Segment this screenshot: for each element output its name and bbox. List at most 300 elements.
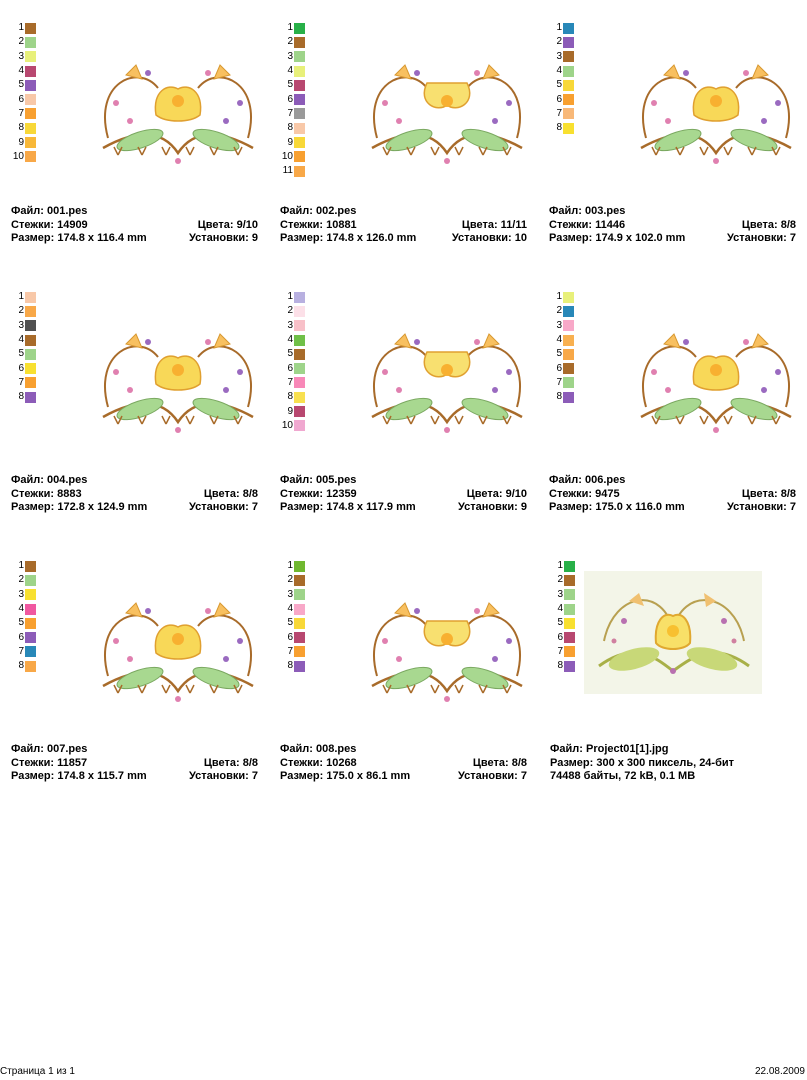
thread-number: 10: [12, 150, 24, 162]
stitches-colors-row: [280, 488, 527, 502]
thread-color-swatch: [563, 363, 574, 374]
stitch-count: Стежки: 10268: [280, 756, 357, 769]
thread-color-row: [549, 304, 574, 318]
settings-count: Установки: 7: [726, 501, 796, 513]
thread-number: 5: [18, 348, 24, 360]
design-cell: [549, 272, 797, 540]
thread-color-swatch: [563, 66, 574, 77]
thread-color-row: [280, 602, 305, 616]
thread-number: 4: [18, 334, 24, 346]
thread-color-swatch: [294, 37, 305, 48]
print-date: 22.08.2009: [754, 1066, 805, 1077]
thread-color-row: [280, 361, 305, 375]
thread-number: 6: [18, 631, 24, 643]
thread-color-swatch: [25, 320, 36, 331]
thread-color-row: [550, 645, 575, 659]
thread-color-row: [280, 107, 305, 121]
thread-color-swatch: [294, 575, 305, 586]
thread-color-swatch: [563, 80, 574, 91]
thread-number: 7: [556, 376, 562, 388]
thread-color-swatch: [294, 335, 305, 346]
thread-color-swatch: [25, 646, 36, 657]
thread-color-swatch: [294, 377, 305, 388]
file-name: Файл: 007.pes: [11, 743, 88, 755]
thread-color-swatch: [564, 575, 575, 586]
thread-color-swatch: [25, 392, 36, 403]
thread-color-row: [280, 347, 305, 361]
thread-number: 8: [18, 122, 24, 134]
thread-color-swatch: [563, 377, 574, 388]
embroidery-design-preview: [89, 312, 267, 442]
thread-color-swatch: [294, 406, 305, 417]
file-name: Файл: 002.pes: [280, 205, 357, 217]
thread-number: 8: [556, 122, 562, 134]
thread-number: 10: [281, 419, 293, 431]
thread-number: 9: [287, 136, 293, 148]
thread-color-swatch: [563, 392, 574, 403]
thread-color-row: [11, 50, 36, 64]
thread-color-row: [11, 21, 36, 35]
file-bytes: 74488 байты, 72 kB, 0.1 MB: [550, 770, 696, 782]
thread-color-row: [11, 135, 36, 149]
thread-number: 3: [18, 50, 24, 62]
thread-number: 3: [557, 588, 563, 600]
thread-color-swatch: [563, 123, 574, 134]
thread-color-row: [11, 150, 36, 164]
file-name: Файл: 005.pes: [280, 474, 357, 486]
settings-count: Установки: 9: [188, 232, 258, 244]
thread-color-row: [11, 121, 36, 135]
thread-number: 1: [18, 291, 24, 303]
design-cell: [280, 541, 528, 809]
design-cell: [11, 541, 259, 809]
thread-color-swatch: [25, 37, 36, 48]
thread-color-swatch: [25, 561, 36, 572]
thread-number: 7: [287, 645, 293, 657]
thread-color-row: [11, 347, 36, 361]
stitches-colors-row: [11, 757, 258, 771]
thread-color-swatch: [564, 618, 575, 629]
thread-color-row: [11, 92, 36, 106]
thread-number: 5: [287, 79, 293, 91]
design-cell: [280, 272, 528, 540]
thread-number: 2: [557, 574, 563, 586]
thread-color-swatch: [25, 349, 36, 360]
thread-color-swatch: [564, 632, 575, 643]
thread-number: 9: [18, 136, 24, 148]
embroidery-photo-image: [584, 571, 762, 694]
thread-number: 4: [287, 334, 293, 346]
thread-color-swatch: [563, 320, 574, 331]
thread-color-swatch: [294, 363, 305, 374]
design-size: Размер: 174.8 x 116.4 mm: [11, 232, 147, 244]
thread-color-row: [11, 559, 36, 573]
thread-number: 1: [556, 291, 562, 303]
thread-color-row: [549, 390, 574, 404]
thread-color-row: [11, 35, 36, 49]
thread-number: 3: [18, 319, 24, 331]
thread-number: 6: [556, 362, 562, 374]
thread-color-swatch: [25, 123, 36, 134]
thread-number: 3: [18, 588, 24, 600]
settings-count: Установки: 7: [188, 501, 258, 513]
thread-number: 8: [18, 391, 24, 403]
thread-color-row: [550, 588, 575, 602]
thread-number: 2: [556, 305, 562, 317]
embroidery-design-preview: [89, 581, 267, 711]
thread-number: 1: [287, 291, 293, 303]
thread-color-swatch: [294, 51, 305, 62]
thread-color-swatch: [25, 575, 36, 586]
thread-number: 7: [18, 107, 24, 119]
design-info: [11, 205, 258, 246]
thread-color-row: [280, 78, 305, 92]
thread-color-row: [549, 64, 574, 78]
thread-color-swatch: [564, 661, 575, 672]
thread-number: 5: [557, 617, 563, 629]
thread-number: 7: [287, 107, 293, 119]
thread-color-swatch: [563, 349, 574, 360]
thread-color-swatch: [25, 66, 36, 77]
stitches-colors-row: [11, 488, 258, 502]
thread-number: 4: [556, 334, 562, 346]
thread-color-row: [11, 602, 36, 616]
stitches-colors-row: [549, 219, 796, 233]
size-settings-row: [11, 501, 258, 515]
thread-number: 6: [287, 631, 293, 643]
thread-number: 4: [557, 603, 563, 615]
thread-number: 7: [18, 376, 24, 388]
color-count: Цвета: 8/8: [472, 756, 527, 769]
color-count: Цвета: 8/8: [741, 218, 796, 231]
thread-color-row: [280, 588, 305, 602]
thread-color-swatch: [294, 320, 305, 331]
thread-number: 6: [556, 93, 562, 105]
thread-color-swatch: [294, 420, 305, 431]
thread-color-swatch: [294, 80, 305, 91]
thread-number: 6: [287, 93, 293, 105]
thread-number: 1: [556, 22, 562, 34]
thread-number: 8: [557, 660, 563, 672]
thread-color-row: [549, 319, 574, 333]
stitch-count: Стежки: 10881: [280, 218, 357, 231]
thread-number: 3: [556, 319, 562, 331]
settings-count: Установки: 7: [457, 770, 527, 782]
thread-color-swatch: [563, 51, 574, 62]
thread-color-row: [11, 659, 36, 673]
stitch-count: Стежки: 8883: [11, 487, 82, 500]
thread-color-row: [280, 390, 305, 404]
thread-number: 6: [18, 362, 24, 374]
thread-color-swatch: [564, 589, 575, 600]
settings-count: Установки: 10: [451, 232, 527, 244]
thread-color-swatch: [294, 392, 305, 403]
design-size: Размер: 174.8 x 115.7 mm: [11, 770, 147, 782]
thread-color-swatch: [294, 306, 305, 317]
thread-color-row: [549, 290, 574, 304]
thread-color-row: [280, 630, 305, 644]
thread-number: 2: [287, 36, 293, 48]
thread-color-row: [549, 121, 574, 135]
thread-number: 3: [287, 50, 293, 62]
thread-color-swatch: [294, 349, 305, 360]
thread-number: 1: [287, 560, 293, 572]
thread-color-swatch: [294, 561, 305, 572]
thread-color-row: [11, 630, 36, 644]
stitch-count: Стежки: 11446: [549, 218, 626, 231]
file-name: Файл: 008.pes: [280, 743, 357, 755]
thread-number: 4: [556, 65, 562, 77]
thread-number: 5: [18, 617, 24, 629]
thread-color-row: [549, 333, 574, 347]
design-info: [549, 474, 796, 515]
stitch-count: Стежки: 9475: [549, 487, 620, 500]
color-count: Цвета: 8/8: [741, 487, 796, 500]
thread-color-row: [11, 616, 36, 630]
stitches-colors-row: [280, 757, 527, 771]
thread-number: 5: [556, 79, 562, 91]
thread-number: 1: [287, 22, 293, 34]
thread-color-row: [11, 573, 36, 587]
thread-color-row: [280, 121, 305, 135]
size-settings-row: [280, 501, 527, 515]
thread-number: 6: [18, 93, 24, 105]
thread-color-row: [11, 107, 36, 121]
thread-color-row: [280, 573, 305, 587]
thread-color-row: [11, 319, 36, 333]
thread-color-row: [11, 588, 36, 602]
size-settings-row: [280, 770, 527, 784]
thread-number: 2: [18, 574, 24, 586]
page-number: Страница 1 из 1: [0, 1066, 75, 1077]
thread-color-swatch: [25, 589, 36, 600]
image-size: Размер: 300 x 300 пиксель, 24-бит: [550, 756, 735, 769]
thread-color-row: [280, 616, 305, 630]
thread-color-swatch: [294, 94, 305, 105]
embroidery-design-preview: [627, 312, 805, 442]
settings-count: Установки: 9: [457, 501, 527, 513]
thread-color-row: [280, 92, 305, 106]
thread-color-swatch: [294, 661, 305, 672]
design-info: [11, 743, 258, 784]
design-size: Размер: 175.0 x 86.1 mm: [280, 770, 411, 782]
thread-number: 10: [281, 150, 293, 162]
thread-number: 7: [557, 645, 563, 657]
project-photo: [584, 571, 762, 694]
embroidery-design-preview: [358, 43, 536, 173]
thread-color-row: [549, 376, 574, 390]
thread-color-row: [549, 35, 574, 49]
thread-color-row: [549, 347, 574, 361]
embroidery-design-preview: [358, 312, 536, 442]
thread-color-swatch: [563, 108, 574, 119]
thread-number: 4: [18, 65, 24, 77]
design-cell: [11, 3, 259, 271]
thread-color-swatch: [25, 137, 36, 148]
file-name: Файл: 006.pes: [549, 474, 626, 486]
stitches-colors-row: [549, 488, 796, 502]
thread-color-row: [11, 390, 36, 404]
thread-color-swatch: [294, 589, 305, 600]
thread-color-row: [550, 616, 575, 630]
design-info: [280, 205, 527, 246]
thread-number: 5: [18, 79, 24, 91]
thread-color-list: [550, 559, 575, 673]
thread-color-row: [550, 559, 575, 573]
thread-number: 1: [557, 560, 563, 572]
thread-color-row: [549, 361, 574, 375]
thread-color-swatch: [563, 306, 574, 317]
thread-color-swatch: [563, 292, 574, 303]
thread-color-row: [549, 107, 574, 121]
color-count: Цвета: 8/8: [203, 487, 258, 500]
design-cell: [549, 3, 797, 271]
thread-number: 8: [556, 391, 562, 403]
thread-color-swatch: [294, 618, 305, 629]
thread-number: 5: [556, 348, 562, 360]
thread-color-row: [280, 404, 305, 418]
thread-color-row: [11, 333, 36, 347]
thread-color-row: [549, 92, 574, 106]
thread-color-swatch: [563, 37, 574, 48]
settings-count: Установки: 7: [726, 232, 796, 244]
thread-color-row: [280, 659, 305, 673]
thread-number: 6: [557, 631, 563, 643]
thread-color-swatch: [25, 618, 36, 629]
thread-color-row: [280, 319, 305, 333]
stitch-count: Стежки: 14909: [11, 218, 88, 231]
embroidery-design-preview: [627, 43, 805, 173]
thread-color-swatch: [294, 166, 305, 177]
thread-color-swatch: [25, 94, 36, 105]
thread-color-row: [550, 630, 575, 644]
thread-number: 5: [287, 348, 293, 360]
thread-color-swatch: [564, 604, 575, 615]
thread-color-row: [280, 164, 305, 178]
thread-color-swatch: [25, 151, 36, 162]
thread-color-swatch: [25, 306, 36, 317]
thread-color-swatch: [25, 108, 36, 119]
thread-color-row: [549, 78, 574, 92]
thread-color-row: [280, 135, 305, 149]
thread-number: 6: [287, 362, 293, 374]
thread-color-swatch: [25, 23, 36, 34]
embroidery-design-preview: [89, 43, 267, 173]
size-settings-row: [549, 501, 796, 515]
thread-number: 2: [287, 574, 293, 586]
thread-color-row: [280, 290, 305, 304]
thread-color-swatch: [25, 632, 36, 643]
thread-number: 9: [287, 405, 293, 417]
thread-number: 7: [18, 645, 24, 657]
thread-number: 11: [282, 165, 293, 177]
thread-color-swatch: [294, 632, 305, 643]
thread-color-row: [280, 645, 305, 659]
thread-color-swatch: [294, 292, 305, 303]
thread-color-row: [11, 78, 36, 92]
thread-number: 7: [287, 376, 293, 388]
thread-color-swatch: [25, 335, 36, 346]
thread-color-row: [280, 50, 305, 64]
thread-color-row: [280, 150, 305, 164]
design-size: Размер: 174.9 x 102.0 mm: [549, 232, 686, 244]
thread-color-swatch: [294, 108, 305, 119]
thread-color-row: [280, 21, 305, 35]
design-size: Размер: 174.8 x 117.9 mm: [280, 501, 416, 513]
thread-color-swatch: [563, 94, 574, 105]
thread-color-row: [549, 21, 574, 35]
file-name: Файл: 003.pes: [549, 205, 626, 217]
stitch-count: Стежки: 11857: [11, 756, 88, 769]
thread-color-swatch: [25, 292, 36, 303]
design-cell: [280, 3, 528, 271]
thread-color-row: [280, 419, 305, 433]
thread-color-swatch: [563, 335, 574, 346]
project-image-cell: [550, 541, 798, 809]
thread-color-swatch: [294, 66, 305, 77]
design-cell: [11, 272, 259, 540]
color-count: Цвета: 9/10: [197, 218, 258, 231]
thread-number: 8: [287, 391, 293, 403]
design-info: [549, 205, 796, 246]
thread-color-swatch: [25, 80, 36, 91]
settings-count: Установки: 7: [188, 770, 258, 782]
thread-color-row: [550, 602, 575, 616]
thread-color-list: [11, 21, 36, 164]
thread-color-row: [549, 50, 574, 64]
thread-color-swatch: [25, 377, 36, 388]
thread-number: 1: [18, 22, 24, 34]
thread-color-swatch: [25, 661, 36, 672]
size-settings-row: [11, 770, 258, 784]
thread-color-swatch: [294, 151, 305, 162]
thread-color-swatch: [294, 604, 305, 615]
design-size: Размер: 175.0 x 116.0 mm: [549, 501, 685, 513]
color-count: Цвета: 9/10: [466, 487, 527, 500]
file-name: Файл: 001.pes: [11, 205, 88, 217]
thread-color-row: [11, 64, 36, 78]
design-info: [280, 474, 527, 515]
thread-color-row: [280, 559, 305, 573]
thread-number: 3: [287, 588, 293, 600]
thread-number: 7: [556, 107, 562, 119]
thread-number: 8: [287, 122, 293, 134]
thread-color-list: [549, 21, 574, 135]
thread-number: 2: [18, 36, 24, 48]
thread-color-row: [11, 361, 36, 375]
file-name: Файл: Project01[1].jpg: [550, 743, 669, 755]
design-info: [280, 743, 527, 784]
thread-color-swatch: [294, 23, 305, 34]
thread-number: 3: [287, 319, 293, 331]
stitch-count: Стежки: 12359: [280, 487, 357, 500]
thread-color-row: [550, 659, 575, 673]
thread-color-swatch: [564, 561, 575, 572]
thread-number: 3: [556, 50, 562, 62]
thread-color-swatch: [25, 363, 36, 374]
thread-color-list: [280, 290, 305, 433]
thread-color-row: [11, 304, 36, 318]
thread-number: 1: [18, 560, 24, 572]
thread-color-row: [280, 304, 305, 318]
design-size: Размер: 174.8 x 126.0 mm: [280, 232, 417, 244]
thread-number: 4: [287, 65, 293, 77]
thread-color-row: [11, 376, 36, 390]
thread-color-swatch: [294, 123, 305, 134]
thread-color-swatch: [294, 646, 305, 657]
stitches-colors-row: [280, 219, 527, 233]
design-size: Размер: 172.8 x 124.9 mm: [11, 501, 148, 513]
